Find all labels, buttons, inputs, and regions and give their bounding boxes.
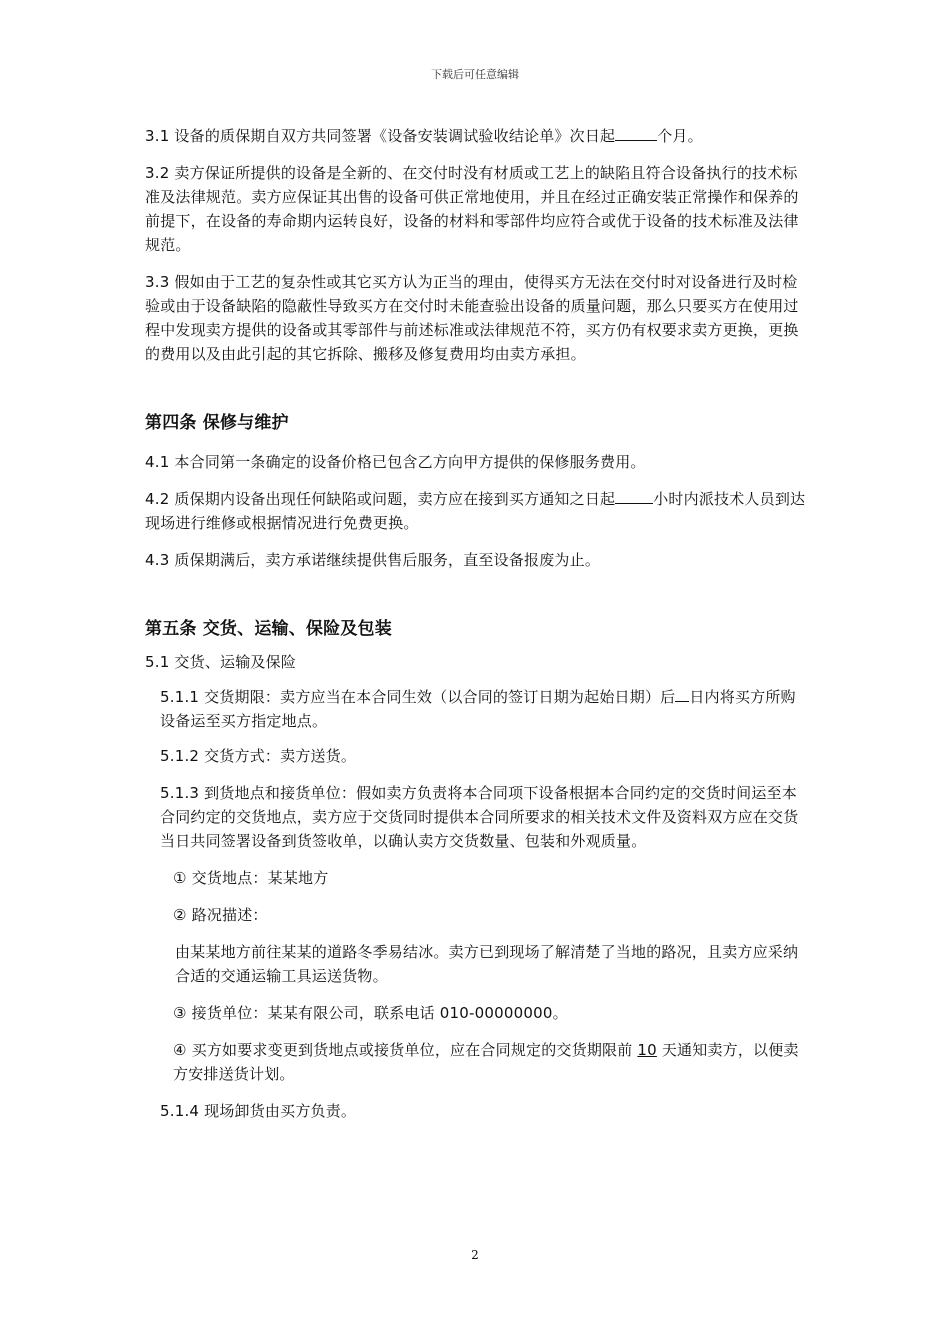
document-body	[145, 124, 807, 1123]
item-road-conditions: ② 路况描述：	[173, 906, 268, 924]
clause-4-2	[145, 487, 807, 535]
clause-5-1-1-text-b: 日内将买方所购设备运至买方指定地点。	[160, 688, 796, 730]
blank-field-hours	[615, 489, 653, 504]
clause-5-1: 5.1 交货、运输及保险	[145, 653, 297, 671]
clause-5-1-1	[145, 685, 807, 733]
clause-5-1-2: 5.1.2 交货方式：卖方送货。	[160, 747, 357, 765]
clause-5-1-4: 5.1.4 现场卸货由买方负责。	[160, 1102, 357, 1120]
clause-4-2-text-b: 小时内派技术人员到达现场进行维修或根据情况进行免费更换。	[145, 490, 806, 532]
page-number: 2	[471, 1248, 479, 1262]
road-conditions-description: 由某某地方前往某某的道路冬季易结冰。卖方已到现场了解清楚了当地的路况，且卖方应采纳合适的交通运输工具运送货物。	[175, 943, 799, 985]
clause-4-3: 4.3 质保期满后，卖方承诺继续提供售后服务，直至设备报废为止。	[145, 551, 601, 569]
item-change-notice-text-a: ④ 买方如要求变更到货地点或接货单位，应在合同规定的交货期限前	[173, 1041, 638, 1059]
item-change-notice-text-b: 天通知卖方，以便卖方安排送货计划。	[173, 1041, 799, 1083]
page-header: 下载后可任意编辑	[431, 68, 519, 81]
article-5-heading: 第五条 交货、运输、保险及包装	[145, 619, 392, 639]
blank-field-months	[615, 126, 657, 141]
clause-3-2: 3.2 卖方保证所提供的设备是全新的、在交付时没有材质或工艺上的缺陷且符合设备执行的技术标准及法律规范。卖方应保证其出售的设备可供正常地使用，并且在经过正确安装正常操作和保养的前提下，在设备的寿命期内运转良好，设备的材料和零部件均应符合或优于设备的技术标准及法律规范。	[145, 164, 799, 254]
clause-3-1	[145, 124, 807, 148]
clause-3-1-text-a: 3.1 设备的质保期自双方共同签署《设备安装调试验收结论单》次日起	[145, 127, 616, 145]
item-delivery-location: ① 交货地点：某某地方	[173, 869, 329, 887]
blank-field-days	[675, 687, 689, 702]
clause-5-1-3: 5.1.3 到货地点和接货单位：假如卖方负责将本合同项下设备根据本合同约定的交货时间运至本合同约定的交货地点，卖方应于交货同时提供本合同所要求的相关技术文件及资料双方应在交货当日共同签署设备到货签收单，以确认卖方交货数量、包装和外观质量。	[160, 784, 799, 850]
notice-days-value: 10	[637, 1041, 657, 1059]
clause-4-1: 4.1 本合同第一条确定的设备价格已包含乙方向甲方提供的保修服务费用。	[145, 453, 646, 471]
clause-4-2-text-a: 4.2 质保期内设备出现任何缺陷或问题，卖方应在接到买方通知之日起	[145, 490, 616, 508]
clause-3-1-text-b: 个月。	[657, 127, 703, 145]
item-receiving-unit: ③ 接货单位：某某有限公司，联系电话 010-00000000。	[173, 1004, 568, 1022]
article-4-heading: 第四条 保修与维护	[145, 413, 289, 433]
item-change-notice	[145, 1038, 807, 1086]
clause-3-3: 3.3 假如由于工艺的复杂性或其它买方认为正当的理由，使得买方无法在交付时对设备进行及时检验或由于设备缺陷的隐蔽性导致买方在交付时未能查验出设备的质量问题，那么只要买方在使用过程中发现卖方提供的设备或其零部件与前述标准或法律规范不符，买方仍有权要求卖方更换，更换的费用以及由此引起的其它拆除、搬移及修复费用均由卖方承担。	[145, 273, 799, 363]
clause-5-1-1-text-a: 5.1.1 交货期限：卖方应当在本合同生效（以合同的签订日期为起始日期）后	[160, 688, 676, 706]
